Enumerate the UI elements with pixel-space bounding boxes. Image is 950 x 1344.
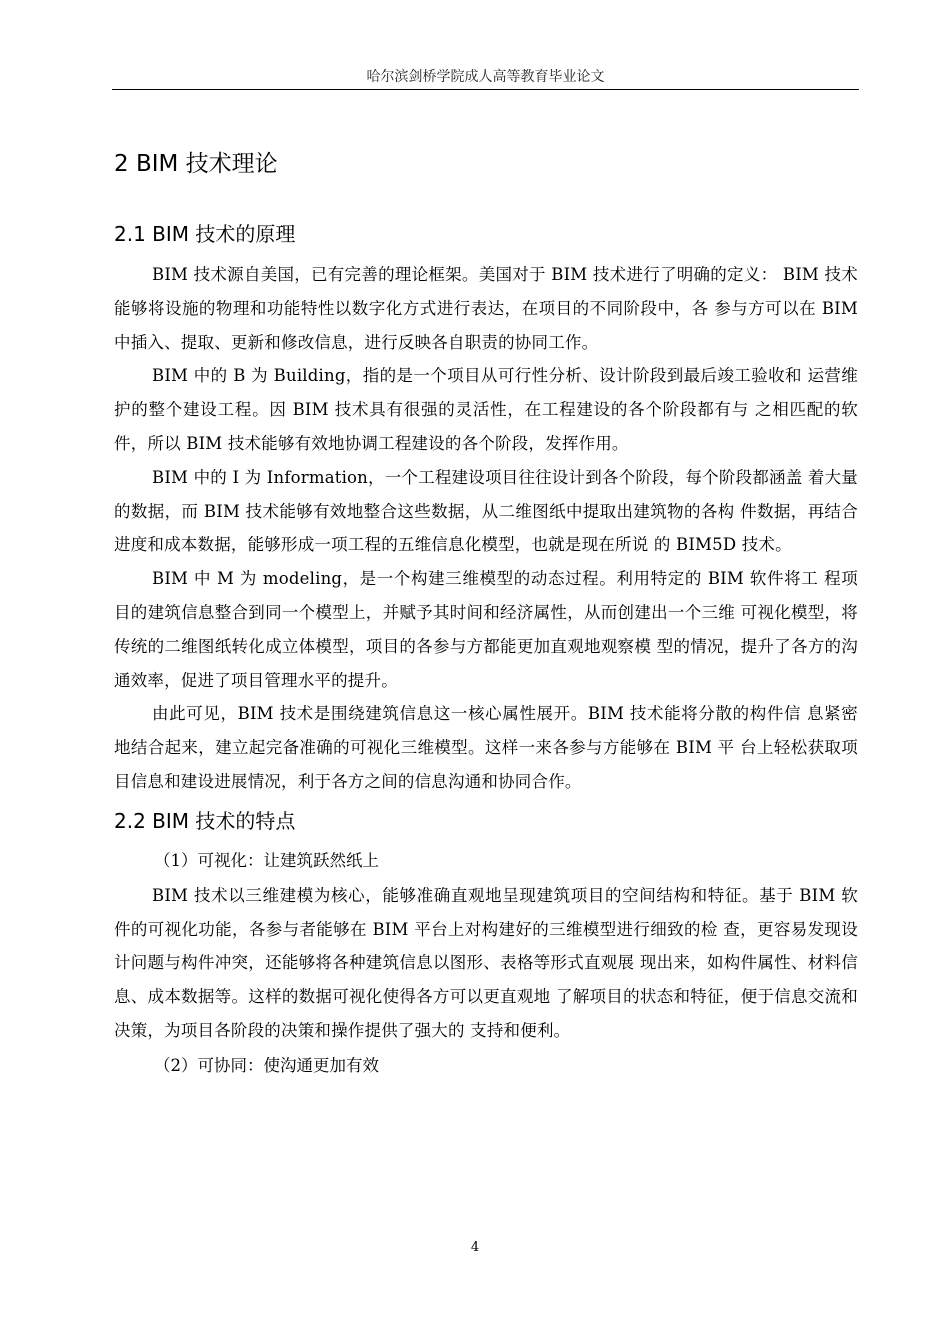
paragraph: BIM 中的 I 为 Information，一个工程建设项目往往设计到各个阶段，每个阶段都涵盖 着大量的数据，而 BIM 技术能够有效地整合这些数据，从二维图纸中提取出建筑物的各构 件数据，再结合进度和成本数据，能够形成一项工程的五维信息化模型，也就是现在所说 的 BIM5D 技术。 <box>114 467 858 555</box>
paragraph: 由此可见，BIM 技术是围绕建筑信息这一核心属性展开。BIM 技术能将分散的构件信 息紧密地结合起来，建立起完备准确的可视化三维模型。这样一来各参与方能够在 BIM 平 台上轻松获取项目信息和建设进展情况，利于各方之间的信息沟通和协同合作。 <box>114 704 858 791</box>
page-number: 4 <box>470 1240 480 1255</box>
paragraph: BIM 中的 B 为 Building，指的是一个项目从可行性分析、设计阶段到最后竣工验收和 运营维护的整个建设工程。因 BIM 技术具有很强的灵活性，在工程建设的各个阶段都有与 之相匹配的软件，所以 BIM 技术能够有效地协调工程建设的各个阶段，发挥作用。 <box>114 366 858 453</box>
paragraph: BIM 技术以三维建模为核心，能够准确直观地呈现建筑项目的空间结构和特征。基于 BIM 软件的可视化功能，各参与者能够在 BIM 平台上对构建好的三维模型进行细致的检 查，更容易发现设计问题与构件冲突，还能够将各种建筑信息以图形、表格等形式直观展 现出来，如构件属性、材料信息、成本数据等。这样的数据可视化使得各方可以更直观地 了解项目的状态和特征，便于信息交流和决策，为项目各阶段的决策和操作提供了强大的 支持和便利。 <box>114 885 858 1040</box>
page-body <box>114 140 858 1084</box>
header-rule <box>112 89 859 90</box>
running-header: 哈尔滨剑桥学院成人高等教育毕业论文 <box>366 69 605 85</box>
paragraph: BIM 技术源自美国，已有完善的理论框架。美国对于 BIM 技术进行了明确的定义： BIM 技术能够将设施的物理和功能特性以数字化方式进行表达，在项目的不同阶段中，各 参与方可以在 BIM 中插入、提取、更新和修改信息，进行反映各自职责的协同工作。 <box>114 265 858 352</box>
chapter-title: 2 BIM 技术理论 <box>114 151 278 177</box>
list-item-collaboration: （2）可协同：使沟通更加有效 <box>154 1055 379 1075</box>
paragraph: BIM 中 M 为 modeling，是一个构建三维模型的动态过程。利用特定的 BIM 软件将工 程项目的建筑信息整合到同一个模型上，并赋予其时间和经济属性，从而创建出一个三维 可视化模型，将传统的二维图纸转化成立体模型，项目的各参与方都能更加直观地观察模 型的情况，提升了各方的沟通效率，促进了项目管理水平的提升。 <box>114 569 858 690</box>
section-2-2-title: 2.2 BIM 技术的特点 <box>114 808 296 833</box>
list-item-visualization: （1）可视化：让建筑跃然纸上 <box>154 850 379 870</box>
section-2-1-title: 2.1 BIM 技术的原理 <box>114 222 296 246</box>
